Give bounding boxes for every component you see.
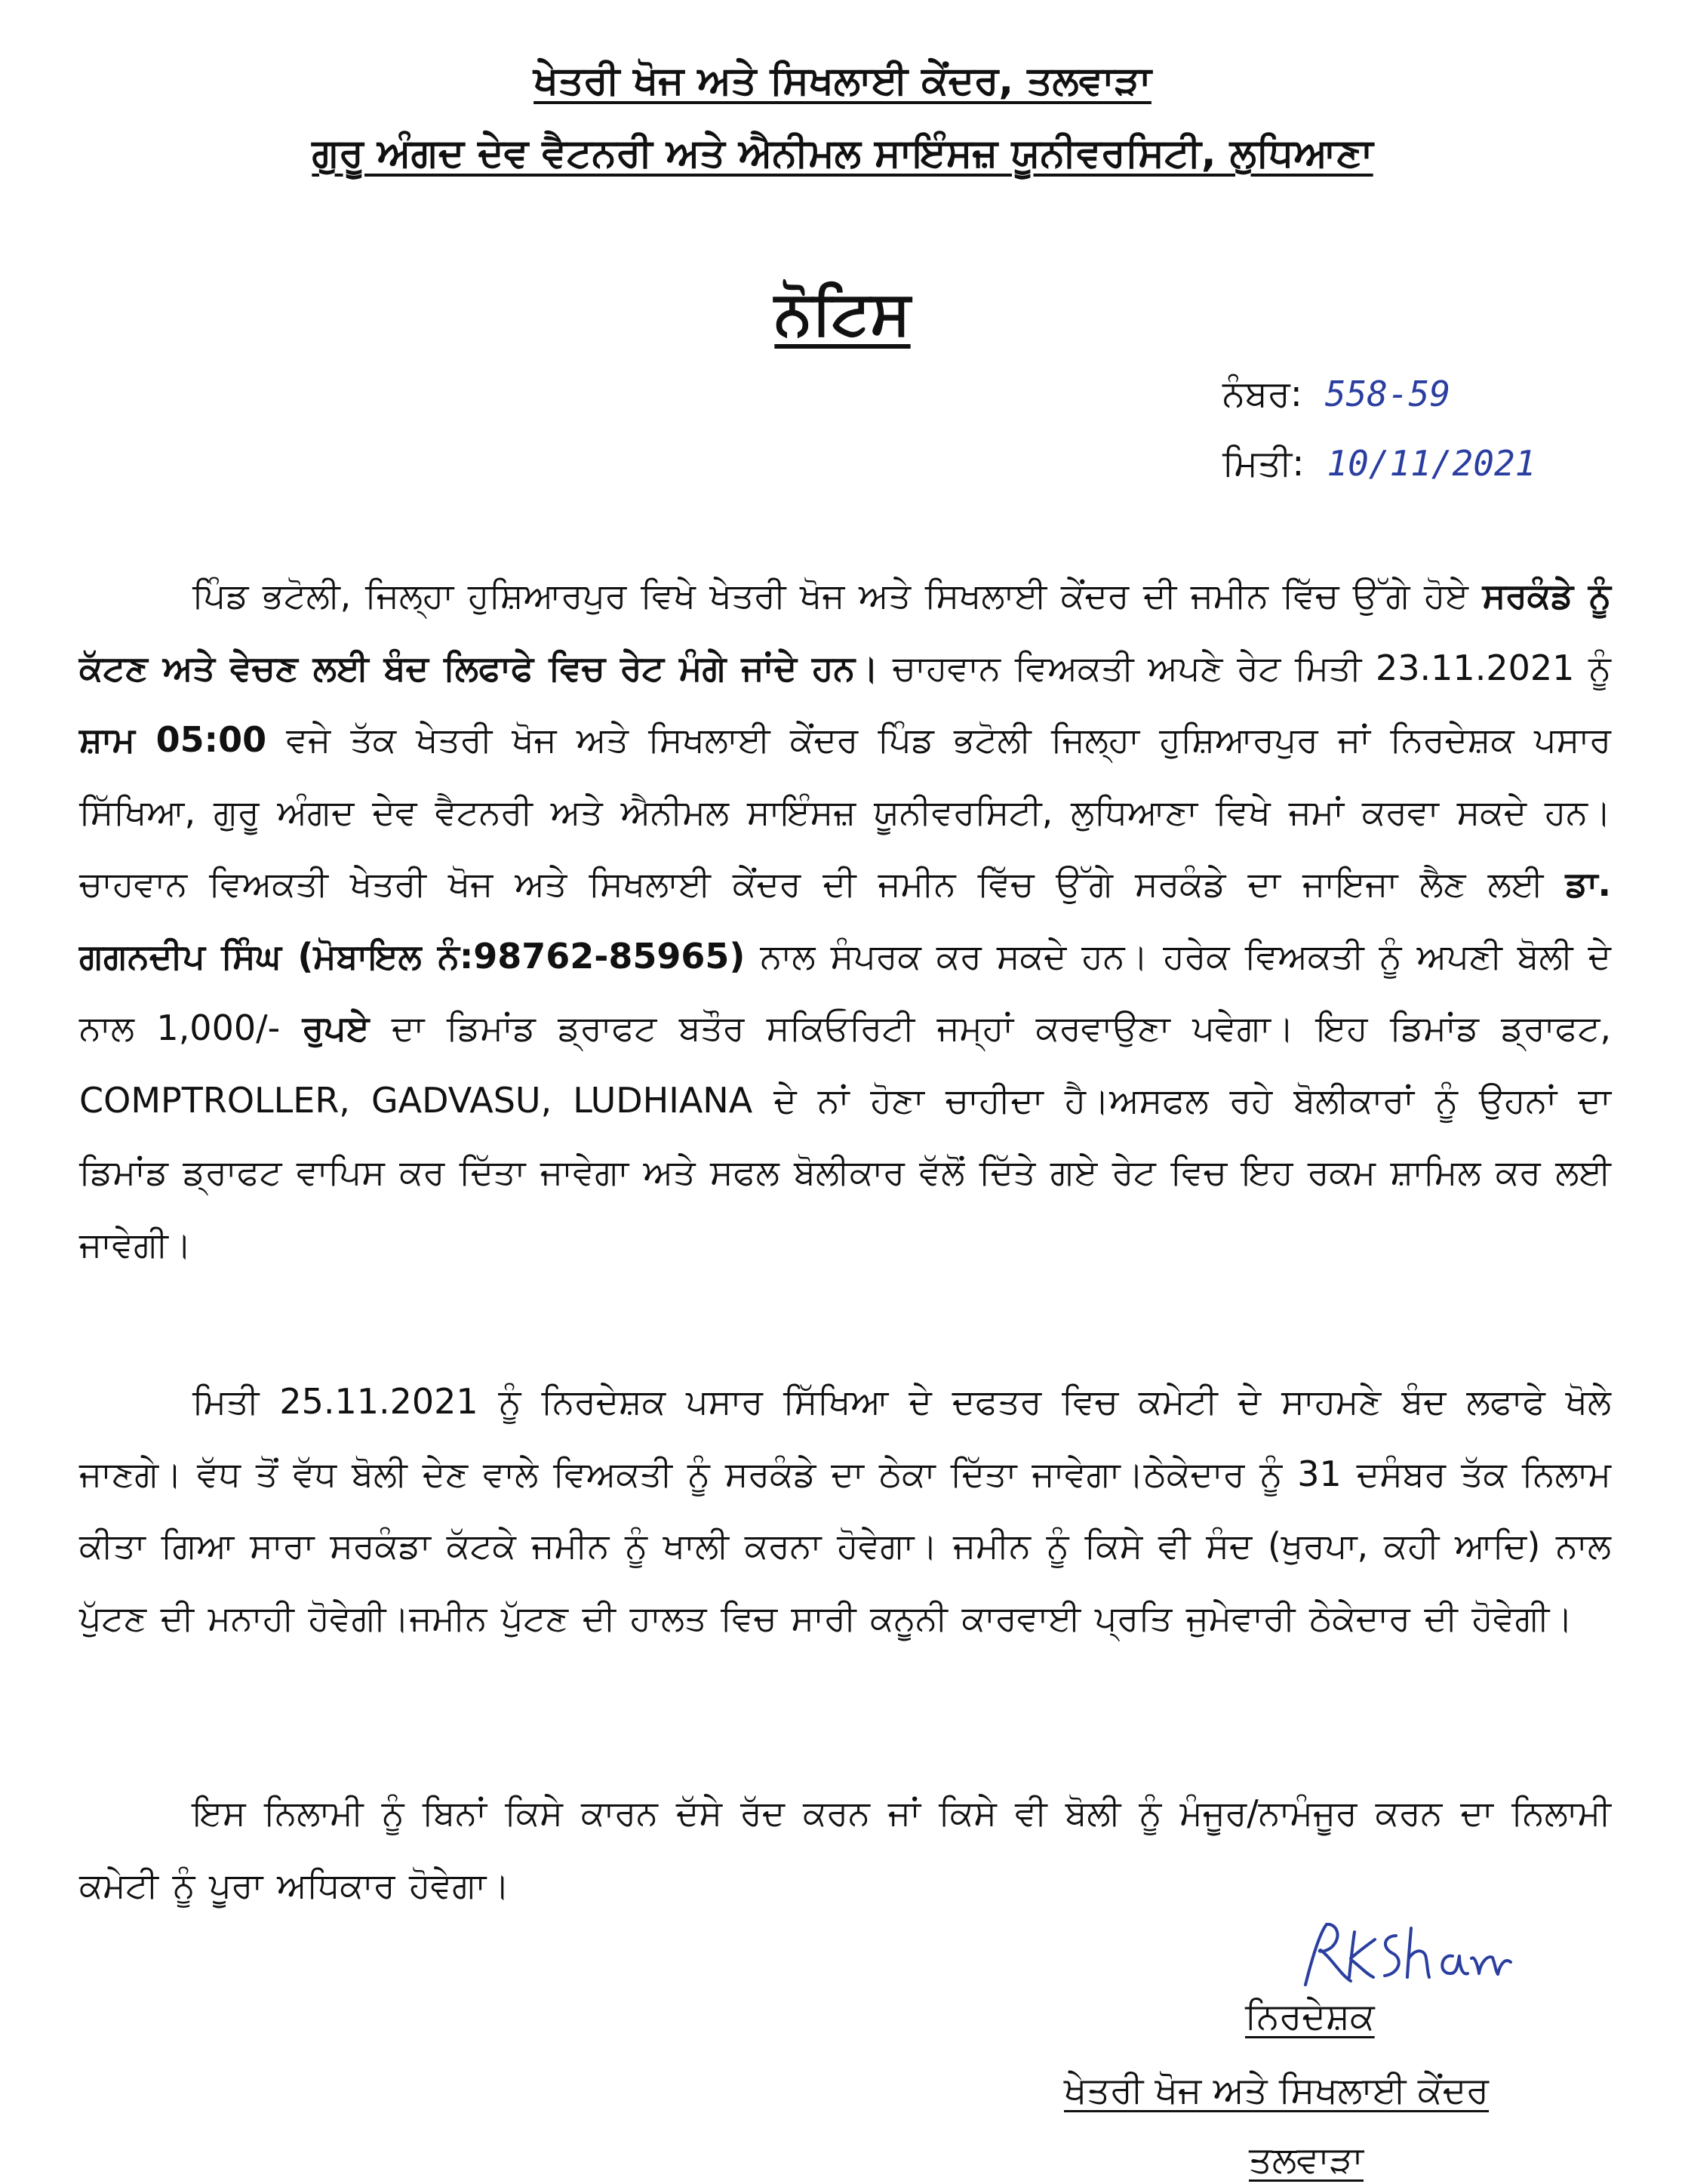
- para1-bold-1: ਸਰਕੰਡੇ ਨੂੰ ਕੱਟਣ ਅਤੇ ਵੇਚਣ ਲਈ ਬੰਦ ਲਿਫਾਫੇ ਵਿਚ ਰੇਟ ਮੰਗੇ ਜਾਂਦੇ ਹਨ।: [79, 575, 1611, 688]
- signatory-place-text: ਤਲਵਾੜਾ: [1249, 2139, 1364, 2181]
- para1-bold-3: ਡਾ. ਗਗਨਦੀਪ ਸਿੰਘ (ਮੋਬਾਇਲ ਨੰ:98762-85965): [79, 863, 1611, 977]
- reference-date-label: ਮਿਤੀ:: [1222, 442, 1305, 484]
- para1-text-3: ਵਜੇ ਤੱਕ ਖੇਤਰੀ ਖੋਜ ਅਤੇ ਸਿਖਲਾਈ ਕੇਂਦਰ ਪਿੰਡ ਭਟੋਲੀ ਜਿਲ੍ਹਾ ਹੁਸ਼ਿਆਰਪੁਰ ਜਾਂ ਨਿਰਦੇਸ਼ਕ ਪਸਾਰ ਸਿੱਖਿਆ, ਗੁਰੂ ਅੰਗਦ ਦੇਵ ਵੈਟਨਰੀ ਅਤੇ ਐਨੀਮਲ ਸਾਇੰਸਜ਼ ਯੂਨੀਵਰਸਿਟੀ, ਲੁਧਿਆਣਾ ਵਿਖੇ ਜਮਾਂ ਕਰਵਾ ਸਕਦੇ ਹਨ।ਚਾਹਵਾਨ ਵਿਅਕਤੀ ਖੇਤਰੀ ਖੋਜ ਅਤੇ ਸਿਖਲਾਈ ਕੇਂਦਰ ਦੀ ਜਮੀਨ ਵਿੱਚ ਉੱਗੇ ਸਰਕੰਡੇ ਦਾ ਜਾਇਜਾ ਲੈਣ ਲਈ: [79, 719, 1611, 904]
- reference-number-value: 558-59: [1324, 374, 1451, 414]
- header-university-name-text: ਗੁਰੂ ਅੰਗਦ ਦੇਵ ਵੈਟਨਰੀ ਅਤੇ ਐਨੀਮਲ ਸਾਇੰਸਜ਼ ਯੂਨੀਵਰਸਿਟੀ, ਲੁਧਿਆਣਾ: [312, 131, 1373, 176]
- para1-text-4: ਨਾਲ ਸੰਪਰਕ ਕਰ ਸਕਦੇ ਹਨ। ਹਰੇਕ ਵਿਅਕਤੀ ਨੂੰ ਅਪਣੀ ਬੋਲੀ ਦੇ ਨਾਲ 1,000/-: [79, 935, 1611, 1048]
- para1-bold-2: ਸ਼ਾਮ 05:00: [79, 719, 267, 760]
- para1-text-2: ਚਾਹਵਾਨ ਵਿਅਕਤੀ ਅਪਣੇ ਰੇਟ ਮਿਤੀ 23.11.2021 ਨੂੰ: [892, 647, 1612, 688]
- para1-text-5: ਦਾ ਡਿਮਾਂਡ ਡ੍ਰਾਫਟ ਬਤੌਰ ਸਕਿਓਰਿਟੀ ਜਮ੍ਹਾਂ ਕਰਵਾਉਣਾ ਪਵੇਗਾ। ਇਹ ਡਿਮਾਂਡ ਡ੍ਰਾਫਟ, COMPTROLLER, GADVASU, LUDHIANA ਦੇ ਨਾਂ ਹੋਣਾ ਚਾਹੀਦਾ ਹੈ।ਅਸਫਲ ਰਹੇ ਬੋਲੀਕਾਰਾਂ ਨੂੰ ਉਹਨਾਂ ਦਾ ਡਿਮਾਂਡ ਡ੍ਰਾਫਟ ਵਾਪਿਸ ਕਰ ਦਿੱਤਾ ਜਾਵੇਗਾ ਅਤੇ ਸਫਲ ਬੋਲੀਕਾਰ ਵੱਲੋਂ ਦਿੱਤੇ ਗਏ ਰੇਟ ਵਿਚ ਇਹ ਰਕਮ ਸ਼ਾਮਿਲ ਕਰ ਲਈ ਜਾਵੇਗੀ।: [79, 1007, 1611, 1265]
- page-title-text: ਨੋਟਿਸ: [774, 278, 911, 348]
- reference-number-label: ਨੰਬਰ:: [1222, 373, 1302, 415]
- signatory-place: [1249, 2136, 1364, 2184]
- para3-text: ਇਸ ਨਿਲਾਮੀ ਨੂੰ ਬਿਨਾਂ ਕਿਸੇ ਕਾਰਨ ਦੱਸੇ ਰੱਦ ਕਰਨ ਜਾਂ ਕਿਸੇ ਵੀ ਬੋਲੀ ਨੂੰ ਮੰਜੂਰ/ਨਾਮੰਜੂਰ ਕਰਨ ਦਾ ਨਿਲਾਮੀ ਕਮੇਟੀ ਨੂੰ ਪੂਰਾ ਅਧਿਕਾਰ ਹੋਵੇਗਾ।: [79, 1792, 1611, 1906]
- paragraph-committee-rights: [79, 1777, 1611, 1921]
- signatory-title: [1245, 1992, 1375, 2041]
- reference-number: [1222, 370, 1450, 418]
- reference-date-value: 10/11/2021: [1327, 443, 1536, 484]
- para1-bold-4: ਰੁਪਏ: [302, 1007, 370, 1048]
- paragraph-opening-terms: [79, 1366, 1611, 1654]
- handwritten-signature: [1290, 1902, 1517, 2000]
- signatory-office-text: ਖੇਤਰੀ ਖੋਜ ਅਤੇ ਸਿਖਲਾਈ ਕੇਂਦਰ: [1064, 2069, 1490, 2112]
- para2-text: ਮਿਤੀ 25.11.2021 ਨੂੰ ਨਿਰਦੇਸ਼ਕ ਪਸਾਰ ਸਿੱਖਿਆ ਦੇ ਦਫਤਰ ਵਿਚ ਕਮੇਟੀ ਦੇ ਸਾਹਮਣੇ ਬੰਦ ਲਫਾਫੇ ਖੋਲੇ ਜਾਣਗੇ। ਵੱਧ ਤੋਂ ਵੱਧ ਬੋਲੀ ਦੇਣ ਵਾਲੇ ਵਿਅਕਤੀ ਨੂੰ ਸਰਕੰਡੇ ਦਾ ਠੇਕਾ ਦਿੱਤਾ ਜਾਵੇਗਾ।ਠੇਕੇਦਾਰ ਨੂੰ 31 ਦਸੰਬਰ ਤੱਕ ਨਿਲਾਮ ਕੀਤਾ ਗਿਆ ਸਾਰਾ ਸਰਕੰਡਾ ਕੱਟਕੇ ਜਮੀਨ ਨੂੰ ਖਾਲੀ ਕਰਨਾ ਹੋਵੇਗਾ। ਜਮੀਨ ਨੂੰ ਕਿਸੇ ਵੀ ਸੰਦ (ਖੁਰਪਾ, ਕਹੀ ਆਦਿ) ਨਾਲ ਪੁੱਟਣ ਦੀ ਮਨਾਹੀ ਹੋਵੇਗੀ।ਜਮੀਨ ਪੁੱਟਣ ਦੀ ਹਾਲਤ ਵਿਚ ਸਾਰੀ ਕਨੂਨੀ ਕਾਰਵਾਈ ਪ੍ਰਤਿ ਜੁਮੇਵਾਰੀ ਠੇਕੇਦਾਰ ਦੀ ਹੋਵੇਗੀ।: [79, 1381, 1611, 1638]
- header-centre-name-text: ਖੇਤਰੀ ਖੋਜ ਅਤੇ ਸਿਖਲਾਈ ਕੇਂਦਰ, ਤਲਵਾੜਾ: [533, 58, 1152, 103]
- para1-text-1: ਪਿੰਡ ਭਟੋਲੀ, ਜਿਲ੍ਹਾ ਹੁਸ਼ਿਆਰਪੁਰ ਵਿਖੇ ਖੇਤਰੀ ਖੋਜ ਅਤੇ ਸਿਖਲਾਈ ਕੇਂਦਰ ਦੀ ਜਮੀਨ ਵਿੱਚ ਉੱਗੇ ਹੋਏ: [192, 575, 1468, 616]
- signatory-title-text: ਨਿਰਦੇਸ਼ਕ: [1245, 1995, 1375, 2038]
- page-title: [0, 275, 1685, 351]
- header-university-name: [0, 127, 1685, 180]
- header-centre-name: [0, 54, 1685, 107]
- paragraph-tender-details: [79, 560, 1611, 1281]
- reference-date: [1222, 439, 1536, 488]
- signatory-office: [1064, 2066, 1489, 2115]
